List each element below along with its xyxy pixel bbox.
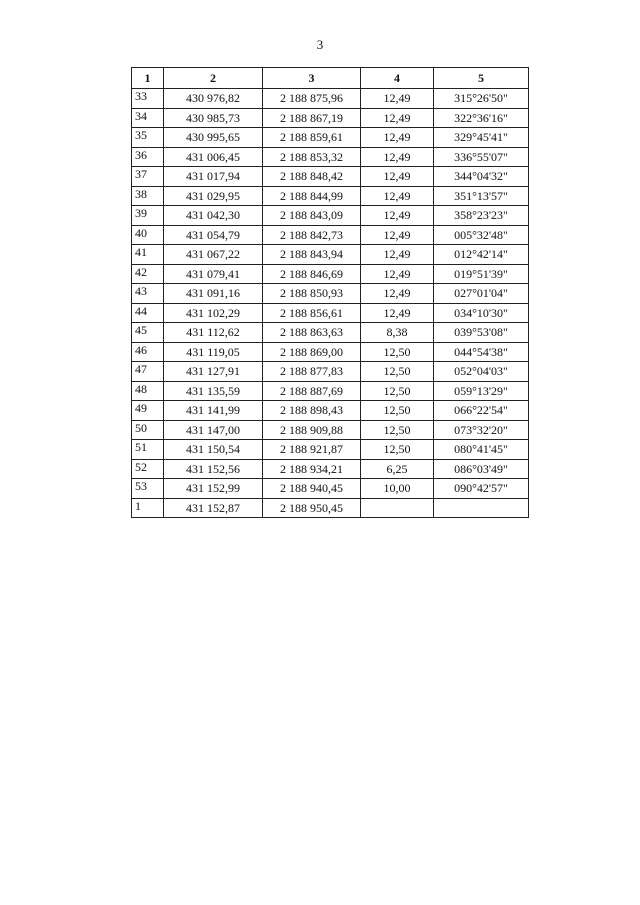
table-row <box>132 362 529 382</box>
length-cell: 12,49 <box>361 167 434 187</box>
point-number-cell: 41 <box>132 245 164 265</box>
bearing-cell: 034°10'30" <box>434 303 529 323</box>
table-row <box>132 128 529 148</box>
table-row <box>132 479 529 499</box>
column-header-bearing: 5 <box>434 68 529 89</box>
y-coordinate-cell: 2 188 848,42 <box>263 167 361 187</box>
point-number-cell: 34 <box>132 108 164 128</box>
length-cell: 12,50 <box>361 440 434 460</box>
bearing-cell: 066°22'54" <box>434 401 529 421</box>
length-cell: 12,49 <box>361 186 434 206</box>
length-cell: 12,49 <box>361 128 434 148</box>
bearing-cell: 039°53'08" <box>434 323 529 343</box>
column-header-x: 2 <box>164 68 263 89</box>
point-number-cell: 44 <box>132 303 164 323</box>
length-cell: 12,50 <box>361 362 434 382</box>
y-coordinate-cell: 2 188 842,73 <box>263 225 361 245</box>
bearing-cell: 358°23'23" <box>434 206 529 226</box>
point-number-cell: 43 <box>132 284 164 304</box>
point-number-cell: 1 <box>132 498 164 518</box>
length-cell: 12,49 <box>361 245 434 265</box>
bearing-cell: 044°54'38" <box>434 342 529 362</box>
point-number-cell: 46 <box>132 342 164 362</box>
table-row <box>132 381 529 401</box>
length-cell: 12,50 <box>361 401 434 421</box>
bearing-cell: 005°32'48" <box>434 225 529 245</box>
point-number-cell: 42 <box>132 264 164 284</box>
point-number-cell: 40 <box>132 225 164 245</box>
table-body <box>132 89 529 518</box>
y-coordinate-cell: 2 188 863,63 <box>263 323 361 343</box>
x-coordinate-cell: 430 976,82 <box>164 89 263 109</box>
table-row <box>132 89 529 109</box>
y-coordinate-cell: 2 188 877,83 <box>263 362 361 382</box>
bearing-cell: 329°45'41" <box>434 128 529 148</box>
length-cell: 12,50 <box>361 342 434 362</box>
bearing-cell: 090°42'57" <box>434 479 529 499</box>
x-coordinate-cell: 431 067,22 <box>164 245 263 265</box>
x-coordinate-cell: 431 147,00 <box>164 420 263 440</box>
x-coordinate-cell: 430 985,73 <box>164 108 263 128</box>
bearing-cell: 059°13'29" <box>434 381 529 401</box>
coordinates-table <box>131 67 529 518</box>
y-coordinate-cell: 2 188 940,45 <box>263 479 361 499</box>
length-cell: 12,49 <box>361 225 434 245</box>
point-number-cell: 50 <box>132 420 164 440</box>
x-coordinate-cell: 431 152,87 <box>164 498 263 518</box>
column-header-point: 1 <box>132 68 164 89</box>
bearing-cell: 073°32'20" <box>434 420 529 440</box>
y-coordinate-cell: 2 188 844,99 <box>263 186 361 206</box>
x-coordinate-cell: 431 119,05 <box>164 342 263 362</box>
table-row <box>132 186 529 206</box>
bearing-cell <box>434 498 529 518</box>
table-row <box>132 147 529 167</box>
point-number-cell: 35 <box>132 128 164 148</box>
x-coordinate-cell: 431 006,45 <box>164 147 263 167</box>
bearing-cell: 336°55'07" <box>434 147 529 167</box>
table-row <box>132 459 529 479</box>
y-coordinate-cell: 2 188 867,19 <box>263 108 361 128</box>
table-row <box>132 420 529 440</box>
y-coordinate-cell: 2 188 859,61 <box>263 128 361 148</box>
y-coordinate-cell: 2 188 850,93 <box>263 284 361 304</box>
table-row <box>132 264 529 284</box>
page-number: 3 <box>316 37 324 52</box>
length-cell: 10,00 <box>361 479 434 499</box>
y-coordinate-cell: 2 188 898,43 <box>263 401 361 421</box>
length-cell <box>361 498 434 518</box>
bearing-cell: 027°01'04" <box>434 284 529 304</box>
bearing-cell: 344°04'32" <box>434 167 529 187</box>
y-coordinate-cell: 2 188 846,69 <box>263 264 361 284</box>
y-coordinate-cell: 2 188 843,94 <box>263 245 361 265</box>
y-coordinate-cell: 2 188 921,87 <box>263 440 361 460</box>
y-coordinate-cell: 2 188 934,21 <box>263 459 361 479</box>
y-coordinate-cell: 2 188 869,00 <box>263 342 361 362</box>
table-header-row <box>132 68 529 89</box>
point-number-cell: 36 <box>132 147 164 167</box>
y-coordinate-cell: 2 188 950,45 <box>263 498 361 518</box>
table-row <box>132 245 529 265</box>
point-number-cell: 39 <box>132 206 164 226</box>
column-header-y: 3 <box>263 68 361 89</box>
table-row <box>132 401 529 421</box>
bearing-cell: 351°13'57" <box>434 186 529 206</box>
table-row <box>132 284 529 304</box>
table-row <box>132 440 529 460</box>
x-coordinate-cell: 431 079,41 <box>164 264 263 284</box>
x-coordinate-cell: 431 127,91 <box>164 362 263 382</box>
x-coordinate-cell: 431 135,59 <box>164 381 263 401</box>
length-cell: 12,50 <box>361 381 434 401</box>
bearing-cell: 080°41'45" <box>434 440 529 460</box>
x-coordinate-cell: 431 091,16 <box>164 284 263 304</box>
bearing-cell: 019°51'39" <box>434 264 529 284</box>
length-cell: 12,49 <box>361 264 434 284</box>
x-coordinate-cell: 431 017,94 <box>164 167 263 187</box>
point-number-cell: 37 <box>132 167 164 187</box>
length-cell: 12,49 <box>361 303 434 323</box>
length-cell: 6,25 <box>361 459 434 479</box>
length-cell: 12,49 <box>361 108 434 128</box>
bearing-cell: 315°26'50" <box>434 89 529 109</box>
y-coordinate-cell: 2 188 843,09 <box>263 206 361 226</box>
point-number-cell: 51 <box>132 440 164 460</box>
table-row <box>132 206 529 226</box>
x-coordinate-cell: 431 141,99 <box>164 401 263 421</box>
length-cell: 12,49 <box>361 147 434 167</box>
table-row <box>132 498 529 518</box>
table-row <box>132 167 529 187</box>
point-number-cell: 48 <box>132 381 164 401</box>
x-coordinate-cell: 430 995,65 <box>164 128 263 148</box>
y-coordinate-cell: 2 188 909,88 <box>263 420 361 440</box>
length-cell: 12,49 <box>361 284 434 304</box>
table-row <box>132 342 529 362</box>
length-cell: 12,50 <box>361 420 434 440</box>
table-row <box>132 108 529 128</box>
point-number-cell: 49 <box>132 401 164 421</box>
table-row <box>132 303 529 323</box>
x-coordinate-cell: 431 102,29 <box>164 303 263 323</box>
y-coordinate-cell: 2 188 853,32 <box>263 147 361 167</box>
column-header-length: 4 <box>361 68 434 89</box>
length-cell: 12,49 <box>361 89 434 109</box>
point-number-cell: 53 <box>132 479 164 499</box>
point-number-cell: 47 <box>132 362 164 382</box>
length-cell: 8,38 <box>361 323 434 343</box>
bearing-cell: 052°04'03" <box>434 362 529 382</box>
bearing-cell: 322°36'16" <box>434 108 529 128</box>
x-coordinate-cell: 431 042,30 <box>164 206 263 226</box>
y-coordinate-cell: 2 188 875,96 <box>263 89 361 109</box>
table-row <box>132 225 529 245</box>
x-coordinate-cell: 431 054,79 <box>164 225 263 245</box>
table-row <box>132 323 529 343</box>
y-coordinate-cell: 2 188 856,61 <box>263 303 361 323</box>
bearing-cell: 086°03'49" <box>434 459 529 479</box>
point-number-cell: 45 <box>132 323 164 343</box>
point-number-cell: 52 <box>132 459 164 479</box>
length-cell: 12,49 <box>361 206 434 226</box>
x-coordinate-cell: 431 112,62 <box>164 323 263 343</box>
y-coordinate-cell: 2 188 887,69 <box>263 381 361 401</box>
point-number-cell: 33 <box>132 89 164 109</box>
bearing-cell: 012°42'14" <box>434 245 529 265</box>
x-coordinate-cell: 431 150,54 <box>164 440 263 460</box>
x-coordinate-cell: 431 152,99 <box>164 479 263 499</box>
point-number-cell: 38 <box>132 186 164 206</box>
x-coordinate-cell: 431 029,95 <box>164 186 263 206</box>
x-coordinate-cell: 431 152,56 <box>164 459 263 479</box>
